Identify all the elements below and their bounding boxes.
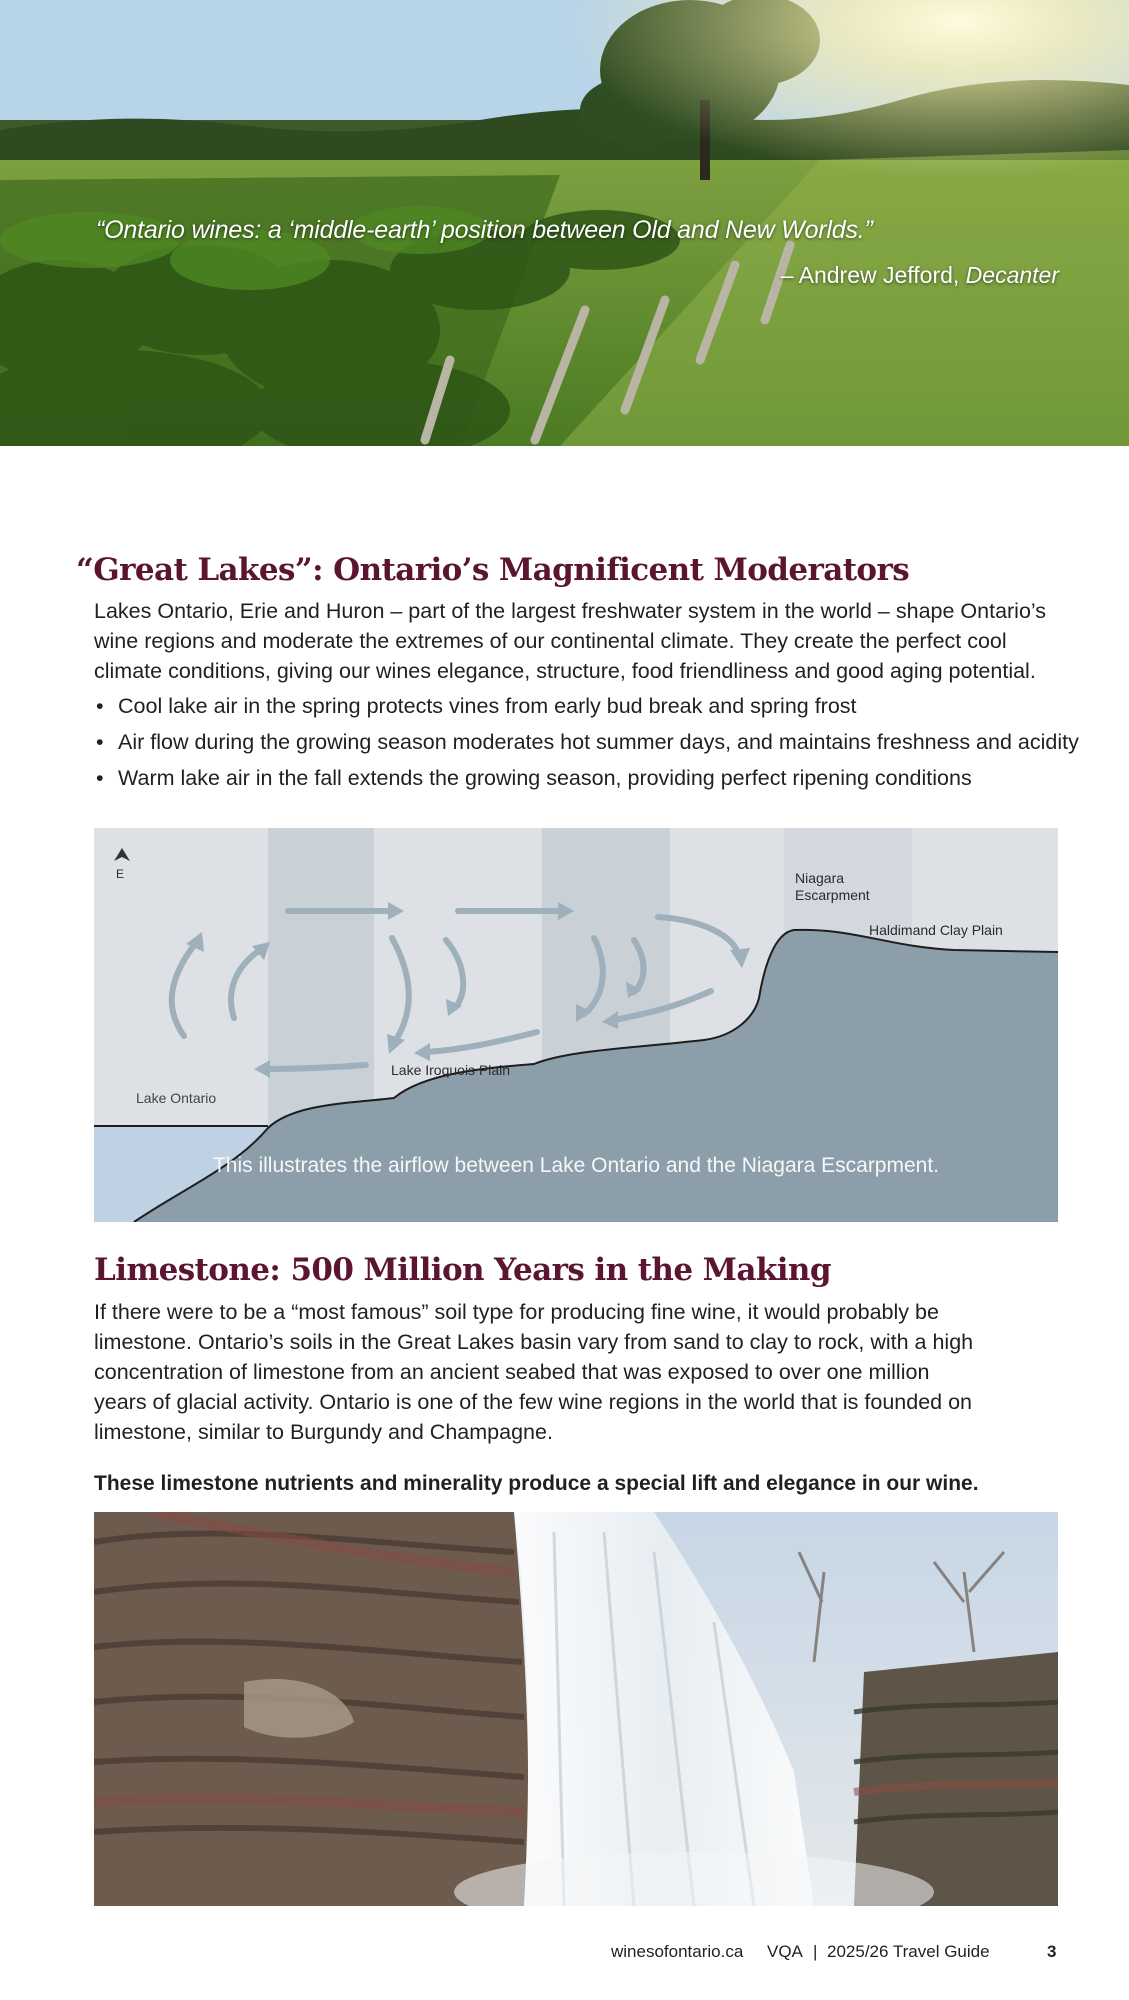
attribution-source: Decanter bbox=[965, 262, 1059, 288]
hero-quote: “Ontario wines: a ‘middle-earth’ position between Old and New Worlds.” bbox=[96, 216, 873, 244]
footer-guide-title: 2025/26 Travel Guide bbox=[827, 1942, 990, 1961]
page-number: 3 bbox=[1047, 1942, 1057, 1961]
haldimand-clay-plain-label: Haldimand Clay Plain bbox=[869, 922, 1003, 938]
great-lakes-intro bbox=[94, 596, 1046, 686]
compass-label: E bbox=[116, 867, 125, 881]
footer-brand: VQA bbox=[767, 1942, 803, 1961]
airflow-diagram bbox=[94, 828, 1058, 1222]
list-item bbox=[94, 725, 1079, 761]
limestone-line: limestone. Ontario’s soils in the Great Lakes basin vary from sand to clay to rock, with a high bbox=[94, 1330, 974, 1354]
bullet-marker: • bbox=[96, 730, 104, 754]
limestone-heading: Limestone: 500 Million Years in the Making bbox=[94, 1252, 831, 1288]
waterfall-illustration bbox=[94, 1512, 1058, 1906]
list-item-text: Warm lake air in the fall extends the growing season, providing perfect ripening conditions bbox=[118, 766, 972, 790]
hero-vineyard-photo bbox=[0, 0, 1129, 446]
intro-line: climate conditions, giving our wines elegance, structure, food friendliness and good aging potential. bbox=[94, 659, 1036, 683]
niagara-escarpment-label-line: Escarpment bbox=[795, 887, 870, 903]
lake-benefits-list bbox=[94, 689, 1079, 797]
limestone-waterfall-photo bbox=[94, 1512, 1058, 1906]
bullet-marker: • bbox=[96, 766, 104, 790]
lake-ontario-label: Lake Ontario bbox=[136, 1090, 217, 1106]
niagara-escarpment-label bbox=[795, 870, 870, 904]
bullet-marker: • bbox=[96, 694, 104, 718]
footer-separator: | bbox=[813, 1942, 818, 1961]
list-item-text: Air flow during the growing season moderates hot summer days, and maintains freshness and acidity bbox=[118, 730, 1079, 754]
limestone-line: limestone, similar to Burgundy and Champagne. bbox=[94, 1420, 553, 1444]
intro-line: Lakes Ontario, Erie and Huron – part of the largest freshwater system in the world – shape Ontario’s bbox=[94, 599, 1047, 623]
lake-iroquois-plain-label: Lake Iroquois Plain bbox=[391, 1062, 511, 1078]
limestone-line: years of glacial activity. Ontario is one of the few wine regions in the world that is founded on bbox=[94, 1390, 972, 1414]
limestone-line: If there were to be a “most famous” soil type for producing fine wine, it would probably be bbox=[94, 1300, 939, 1324]
great-lakes-heading: “Great Lakes”: Ontario’s Magnificent Moderators bbox=[76, 552, 910, 588]
diagram-caption: This illustrates the airflow between Lake Ontario and the Niagara Escarpment. bbox=[212, 1154, 940, 1177]
list-item-text: Cool lake air in the spring protects vines from early bud break and spring frost bbox=[118, 694, 857, 718]
list-item bbox=[94, 761, 1079, 797]
intro-line: wine regions and moderate the extremes of our continental climate. They create the perfect cool bbox=[94, 629, 1007, 653]
limestone-line: concentration of limestone from an ancient seabed that was exposed to over one million bbox=[94, 1360, 930, 1384]
limestone-paragraph bbox=[94, 1297, 973, 1447]
niagara-escarpment-label-line: Niagara bbox=[795, 870, 845, 886]
footer-site[interactable]: winesofontario.ca bbox=[611, 1942, 744, 1961]
list-item bbox=[94, 689, 1079, 725]
hero-attribution bbox=[781, 262, 1059, 289]
attribution-author: – Andrew Jefford, bbox=[780, 262, 966, 288]
limestone-emphasis: These limestone nutrients and minerality produce a special lift and elegance in our wine. bbox=[94, 1472, 979, 1495]
